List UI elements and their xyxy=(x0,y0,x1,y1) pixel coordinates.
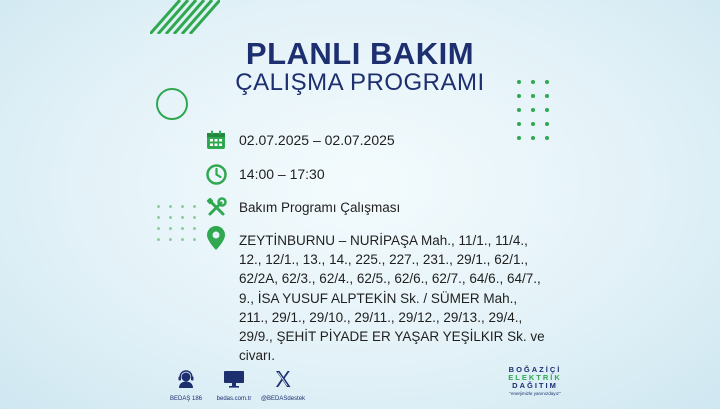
location-text: ZEYTİNBURNU – NURİPAŞA Mah., 11/1., 11/4., 12., 12/1., 13., 14., 225., 227., 231., 29/1., 62/1., 62/2A, 62/3., 62/4., 62/5., 62/6., 62/7., 64/6., 64/7., 9., İSA YUSUF ALPTEKİN Sk. / SÜMER Mah., 211., 29/1., 29/10., 29/11., 29/12., 29/13., 29/4., 29/9., ŞEHİT PİYADE ER YAŞAR YEŞİLKIR Sk. ve civarı. xyxy=(239,233,545,364)
social-label: @BEDASdestek xyxy=(260,396,306,402)
logo-tagline: "enerjimizle yanınızdayız" xyxy=(509,391,561,396)
website-label: bedas.com.tr xyxy=(216,396,252,402)
date-row xyxy=(205,129,395,151)
page-title: PLANLI BAKIM xyxy=(245,36,475,71)
date-range: 02.07.2025 – 02.07.2025 xyxy=(239,132,395,148)
work-type: Bakım Programı Çalışması xyxy=(239,200,401,215)
monitor-icon xyxy=(223,370,245,393)
logo-line-1: BOĞAZİÇİ xyxy=(508,365,562,374)
logo-line-3: DAĞITIM xyxy=(512,381,558,390)
location-row xyxy=(205,227,549,365)
website-link[interactable] xyxy=(214,370,254,402)
time-range: 14:00 – 17:30 xyxy=(239,166,325,182)
page-subtitle: ÇALIŞMA PROGRAMI xyxy=(235,69,485,96)
call-center[interactable] xyxy=(168,370,204,402)
headset-icon xyxy=(176,370,196,393)
clock-icon xyxy=(205,163,227,185)
tools-icon xyxy=(205,196,227,218)
company-logo xyxy=(505,366,565,396)
calendar-icon xyxy=(205,129,227,151)
social-link[interactable] xyxy=(258,370,308,402)
decorative-dots-left xyxy=(157,205,196,241)
decorative-stripes xyxy=(150,0,220,34)
logo-line-2: ELEKTRİK xyxy=(508,373,562,382)
location-pin-icon xyxy=(205,227,227,249)
work-row xyxy=(205,196,400,218)
time-row xyxy=(205,163,325,185)
x-logo-icon xyxy=(274,370,292,393)
call-center-label: BEDAŞ 186 xyxy=(169,396,203,402)
